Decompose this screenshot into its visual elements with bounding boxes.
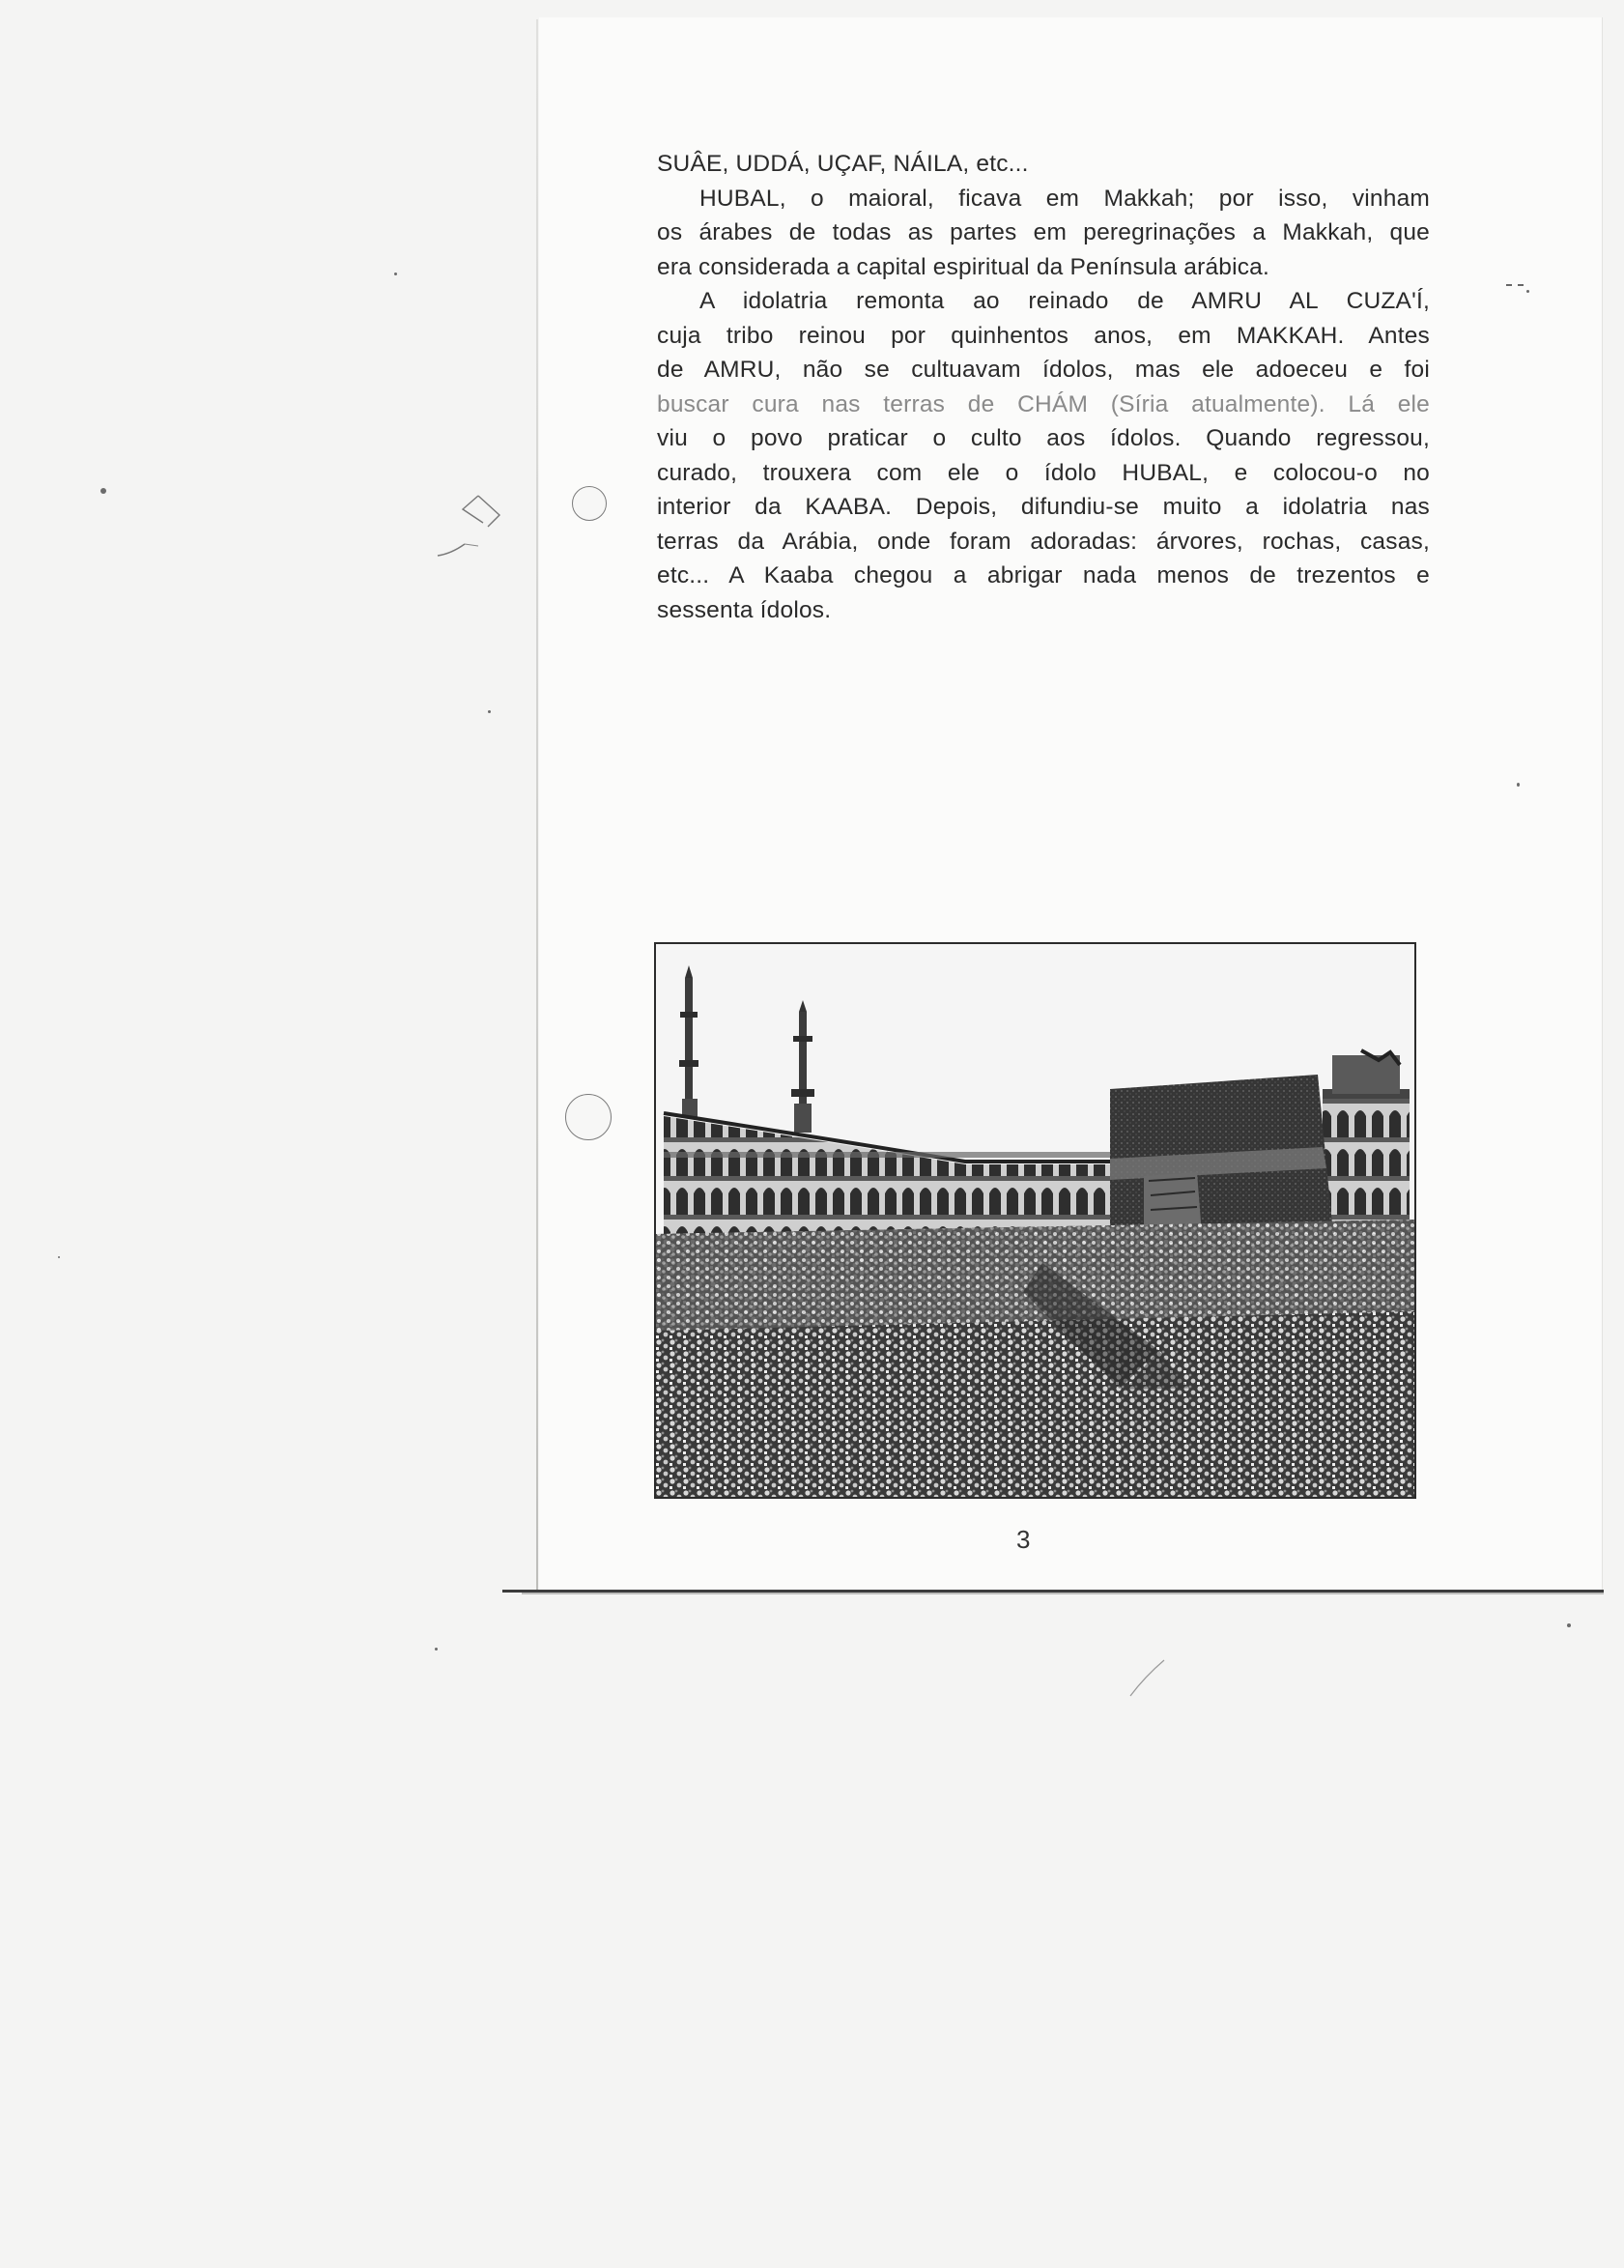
text-line: de AMRU, não se cultuavam ídolos, mas ele adoeceu e foi <box>657 357 1430 383</box>
text-line: terras da Arábia, onde foram adoradas: árvores, rochas, casas, <box>657 528 1430 555</box>
punch-hole-bottom <box>565 1094 612 1140</box>
sheet-left-edge <box>536 19 538 1593</box>
text-line: sessenta ídolos. <box>657 596 832 623</box>
text-line: HUBAL, o maioral, ficava em Makkah; por isso, vinham <box>699 185 1430 212</box>
torn-flap <box>430 488 507 565</box>
page-number: 3 <box>1016 1525 1031 1554</box>
text-line: curado, trouxera com ele o ídolo HUBAL, e colocou-o no <box>657 459 1430 486</box>
text-line: interior da KAABA. Depois, difundiu-se muito a idolatria nas <box>657 494 1430 520</box>
kaaba-photo-image <box>656 944 1414 1497</box>
text-line: era considerada a capital espiritual da Península arábica. <box>657 253 1270 280</box>
scan-mark <box>1502 275 1531 295</box>
scan-speck <box>1567 1623 1571 1627</box>
text-line: cuja tribo reinou por quinhentos anos, em MAKKAH. Antes <box>657 322 1430 349</box>
scan-speck <box>488 710 491 713</box>
kaaba <box>1110 1075 1332 1239</box>
kaaba-photo <box>654 942 1416 1499</box>
body-text <box>657 147 1430 627</box>
text-line: viu o povo praticar o culto aos ídolos. Quando regressou, <box>657 425 1430 451</box>
text-line: etc... A Kaaba chegou a abrigar nada menos de trezentos e <box>657 562 1430 589</box>
scan-speck <box>435 1648 438 1651</box>
scan-speck <box>1517 783 1520 787</box>
text-line: A idolatria remonta ao reinado de AMRU AL CUZA'Í, <box>699 288 1430 314</box>
text-line: buscar cura nas terras de CHÁM (Síria atualmente). Lá ele <box>657 390 1430 417</box>
scan-speck <box>394 273 397 275</box>
text-line: SUÂE, UDDÁ, UÇAF, NÁILA, etc... <box>657 151 1029 177</box>
text-line: os árabes de todas as partes em peregrinações a Makkah, que <box>657 219 1430 245</box>
punch-hole-top <box>572 486 607 521</box>
scan-speck <box>100 488 106 494</box>
scan-scratch <box>1121 1652 1179 1701</box>
scan-speck <box>58 1256 60 1258</box>
sheet-bottom-shadow <box>522 1593 1604 1594</box>
